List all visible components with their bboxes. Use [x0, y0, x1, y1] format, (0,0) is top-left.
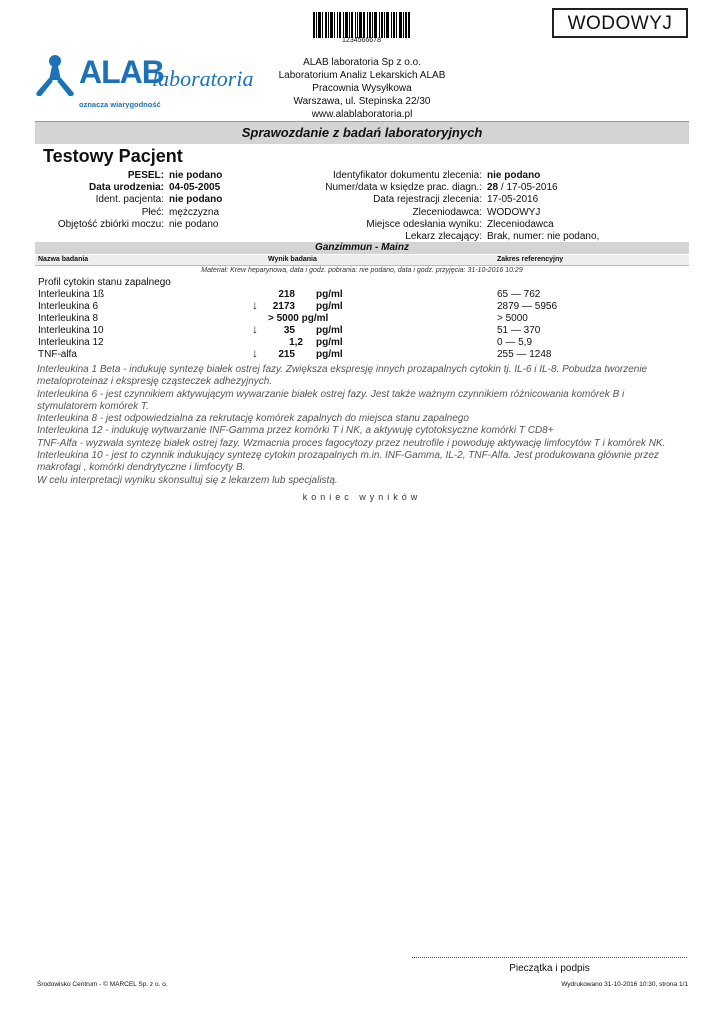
order-id-value: nie podano [487, 170, 541, 181]
result-range: 51 — 370 [497, 325, 541, 336]
low-arrow-icon: ↓ [252, 346, 258, 360]
result-value: > 5000 pg/ml [268, 313, 329, 324]
lab-info [256, 56, 468, 121]
footer-left: Środowisko Centrum - © MARCEL Sp. z o. o. [37, 981, 168, 988]
result-range: > 5000 [497, 313, 528, 324]
lab-info-line: Laboratorium Analiz Lekarskich ALAB [278, 70, 446, 81]
result-value: 35 [283, 325, 295, 336]
client-code-box: WODOWYJ [552, 8, 688, 38]
section-title: Ganzimmun - Mainz [315, 242, 409, 253]
result-destination-value: Zleceniodawca [487, 219, 554, 230]
group-name: Profil cytokin stanu zapalnego [38, 277, 171, 288]
result-name: Interleukina 10 [38, 325, 104, 336]
patient-name: Testowy Pacjent [43, 146, 183, 166]
book-number-bold: 28 [487, 182, 499, 193]
column-header-range: Zakres referencyjny [497, 256, 564, 263]
barcode-number: 1234566678 [342, 37, 381, 44]
lab-info-line: ALAB laboratoria Sp z o.o. [303, 57, 421, 68]
doctor-value: Brak, numer: nie podano, [487, 231, 600, 242]
client-label: Zleceniodawca: [412, 207, 482, 218]
doctor-label: Lekarz zlecający: [405, 231, 482, 242]
result-value: 1,2 [289, 337, 303, 348]
result-name: Interleukina 8 [38, 313, 99, 324]
pesel-value: nie podano [169, 170, 223, 181]
result-range: 0 — 5,9 [497, 337, 533, 348]
note-paragraph: TNF-Alfa - wyzwala syntezę białek ostrej fazy. Wzmacnia proces fagocytozy przez neutrofile i powoduję aktywację limfocytów T i komórek NK. [37, 437, 666, 449]
result-unit: pg/ml [316, 301, 343, 312]
registration-date-label: Data rejestracji zlecenia: [373, 194, 482, 205]
report-title: Sprawozdanie z badań laboratoryjnych [241, 125, 483, 140]
lab-info-line: www.alablaboratoria.pl [311, 109, 413, 120]
result-unit: pg/ml [316, 337, 343, 348]
logo-tagline: oznacza wiarygodność [79, 100, 161, 109]
interpretation-notes [37, 364, 677, 487]
footer-right: Wydrukowano 31-10-2016 10:30, strona 1/1 [561, 981, 688, 988]
result-range: 255 — 1248 [497, 349, 552, 360]
lab-info-line: Pracownia Wysyłkowa [312, 83, 412, 94]
signature-label: Pieczątka i podpis [509, 963, 590, 974]
registration-date-value: 17-05-2016 [487, 194, 539, 205]
result-destination-label: Miejsce odesłania wyniku: [366, 219, 482, 230]
patient-id-value: nie podano [169, 194, 223, 205]
column-header-result: Wynik badania [268, 256, 317, 263]
urine-volume-label: Objętość zbiórki moczu: [57, 219, 164, 230]
logo-brand: ALAB [79, 54, 164, 90]
end-of-results: koniec wyników [302, 492, 422, 502]
birthdate-label: Data urodzenia: [88, 182, 164, 193]
note-paragraph: Interleukina 12 - indukuję wytwarzanie INF-Gamma przez komórki T i NK, a aktywuję cytotoksyczne komórki T CD8+ [37, 425, 554, 437]
sex-value: mężczyzna [169, 207, 220, 218]
result-unit: pg/ml [316, 325, 343, 336]
note-paragraph: Interleukina 8 - jest odpowiedzialna za rekrutację komórek zapalnych do miejsca stanu zapalnego [37, 413, 469, 425]
material-info: Materiał: Krew heparynowa, data i godz. pobrania: nie podano, data i godz. przyjęcia: 31-10-2016 10:29 [201, 267, 523, 274]
result-name: Interleukina 1ß [38, 289, 105, 300]
urine-volume-value: nie podano [169, 219, 219, 230]
alab-logo-icon [35, 54, 75, 98]
client-value: WODOWYJ [487, 207, 541, 218]
result-value: 215 [278, 349, 295, 360]
result-name: TNF-alfa [38, 349, 77, 360]
column-header-bar [35, 255, 689, 266]
note-paragraph: Interleukina 1 Beta - indukuję syntezę białek ostrej fazy. Zwiększa ekspresję innych prozapalnych cytokin tj. IL-6 i IL-8. Pobudza tworzenie metaloproteinaz i ekspresję cząsteczek adhezyjnych. [37, 364, 648, 388]
result-range: 65 — 762 [497, 289, 541, 300]
column-header-name: Nazwa badania [38, 256, 89, 263]
logo-sub: laboratoria [152, 66, 254, 91]
alab-logo [35, 52, 254, 114]
birthdate-value: 04-05-2005 [169, 182, 221, 193]
sex-label: Płeć: [141, 207, 164, 218]
result-name: Interleukina 6 [38, 301, 99, 312]
pesel-label: PESEL: [127, 170, 164, 181]
order-id-label: Identyfikator dokumentu zlecenia: [333, 170, 482, 181]
result-value: 218 [278, 289, 295, 300]
result-unit: pg/ml [316, 289, 343, 300]
note-paragraph: Interleukina 6 - jest czynnikiem aktywującym wywarzanie białek ostrej fazy. Jest także ważnym czynnikiem różnicowania komórek B i stymulatorem komórek T. [37, 388, 625, 412]
low-arrow-icon: ↓ [252, 298, 258, 312]
note-paragraph: Interleukina 10 - jest to czynnik indukujący syntezę cytokin prozapalnych m.in. INF-Gamma, IL-2, TNF-Alfa. Jest produkowana głównie przez makrofagi , komórki dendrytyczne i limfocyty B. [37, 450, 659, 474]
book-number-label: Numer/data w księdze prac. diagn.: [325, 182, 482, 193]
barcode [313, 12, 410, 38]
book-number-date: / 17-05-2016 [498, 182, 558, 193]
result-unit: pg/ml [316, 349, 343, 360]
signature-line [412, 957, 687, 958]
lab-info-line: Warszawa, ul. Stepinska 22/30 [293, 96, 431, 107]
low-arrow-icon: ↓ [252, 322, 258, 336]
patient-id-label: Ident. pacjenta: [95, 194, 164, 205]
result-value: 2173 [272, 301, 295, 312]
result-name: Interleukina 12 [38, 337, 104, 348]
note-paragraph: W celu interpretacji wyniku skonsultuj się z lekarzem lub specjalistą. [37, 474, 338, 486]
result-range: 2879 — 5956 [497, 301, 558, 312]
book-number-value [487, 182, 558, 193]
